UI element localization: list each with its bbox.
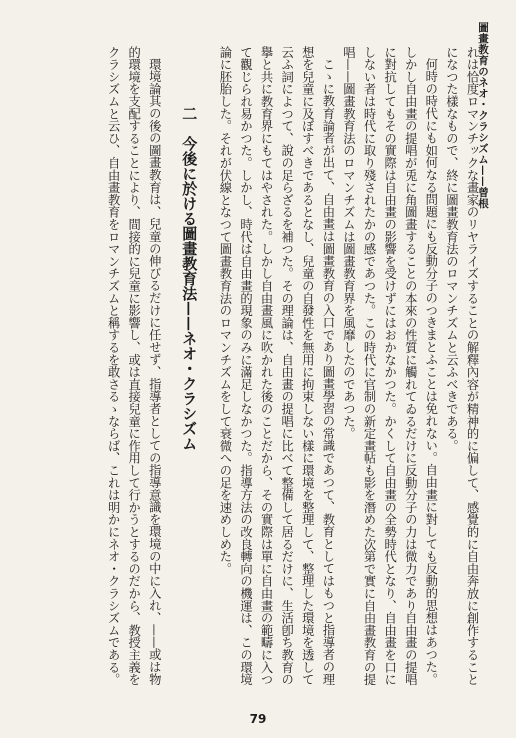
- vertical-text-block: [30, 46, 482, 686]
- running-header: 圖畫教育のネオ・クラシズム——曾根: [477, 22, 489, 209]
- paragraph: こゝに教育論者が出て、自由畫は圖畫教育の入口であり圖畫學習の常識であつて、教育としてはもつと指導者の理想を兒童に及ぼすべきであるとなし、兒童の自發性を無用に拘束しない樣に環境を整理して、整理した環境を透して云ふ詞によつて、說の足らざるを補つた。その理論は、自由畫の提唱に比べて整備して居るだけに、生活卽ち教育の擧と共に教育界にもてはやされた。しかし自由畫風に吹かれた後のことだから、その實際は單に自由畫の範疇に入つて觀じられ易かつた。しかし、時代は自由畫的現象のみに滿足しなかつた。指導方法の改良轉向の機運は、この環境論に胚胎した。それが伏線となつて圖畫教育法のロマンチズムをして衰微への足を速めしめた。: [217, 46, 335, 686]
- page-number: 79: [249, 712, 267, 726]
- section-heading: 二 今後に於ける圖畫教育法——ネオ・クラシズム: [180, 106, 199, 451]
- paragraph: 環境論其の後の圖畫教育は、兒童の伸びるだけに任せず、指導者としての指導意識を環境の中に入れ、——或は物的環境を支配することにより、間接的に兒童に影響し、或は直接兒童に作用して行かうとするのだから、教授主義をクラシズムと云ひ、自由畫教育をロマンチズムと稱するを敢さるゝならば、これは明かにネオ・クラシズムである。: [106, 46, 162, 686]
- paragraph-continuation: れは恰度ロマンチックな畫家のリヤライズすることの解釋內容が精神的に偏して、感覺的に自由奔放に創作すること: [465, 46, 479, 686]
- paragraph-continuation-end: になつた樣なもので、終に圖畫教育法のロマンチズムと云ふべきである。: [444, 46, 459, 452]
- paragraph: 何時の時代にも如何なる問題にも反動分子のつきまとふことは免れない。自由畫に對しても反動的思想はあつた。しかし自由畫の提唱が兎に角圖畫することの本來の性質に觸れてゐるだけに反動分子の力は微力であり自由畫の提唱に對抗してもその實際は自由畫の影響を受けずにはおかなかつた。かくして自由畫の全勢時代となり、自由畫を口にしない者は時代に取り殘されたかの感であつた。この時代に官制の新定畫帖も影を潛めた次第で實に自由畫教育の提唱——圖畫教育法のロマンチズムは圖畫教育界を風靡したのであつた。: [341, 46, 438, 686]
